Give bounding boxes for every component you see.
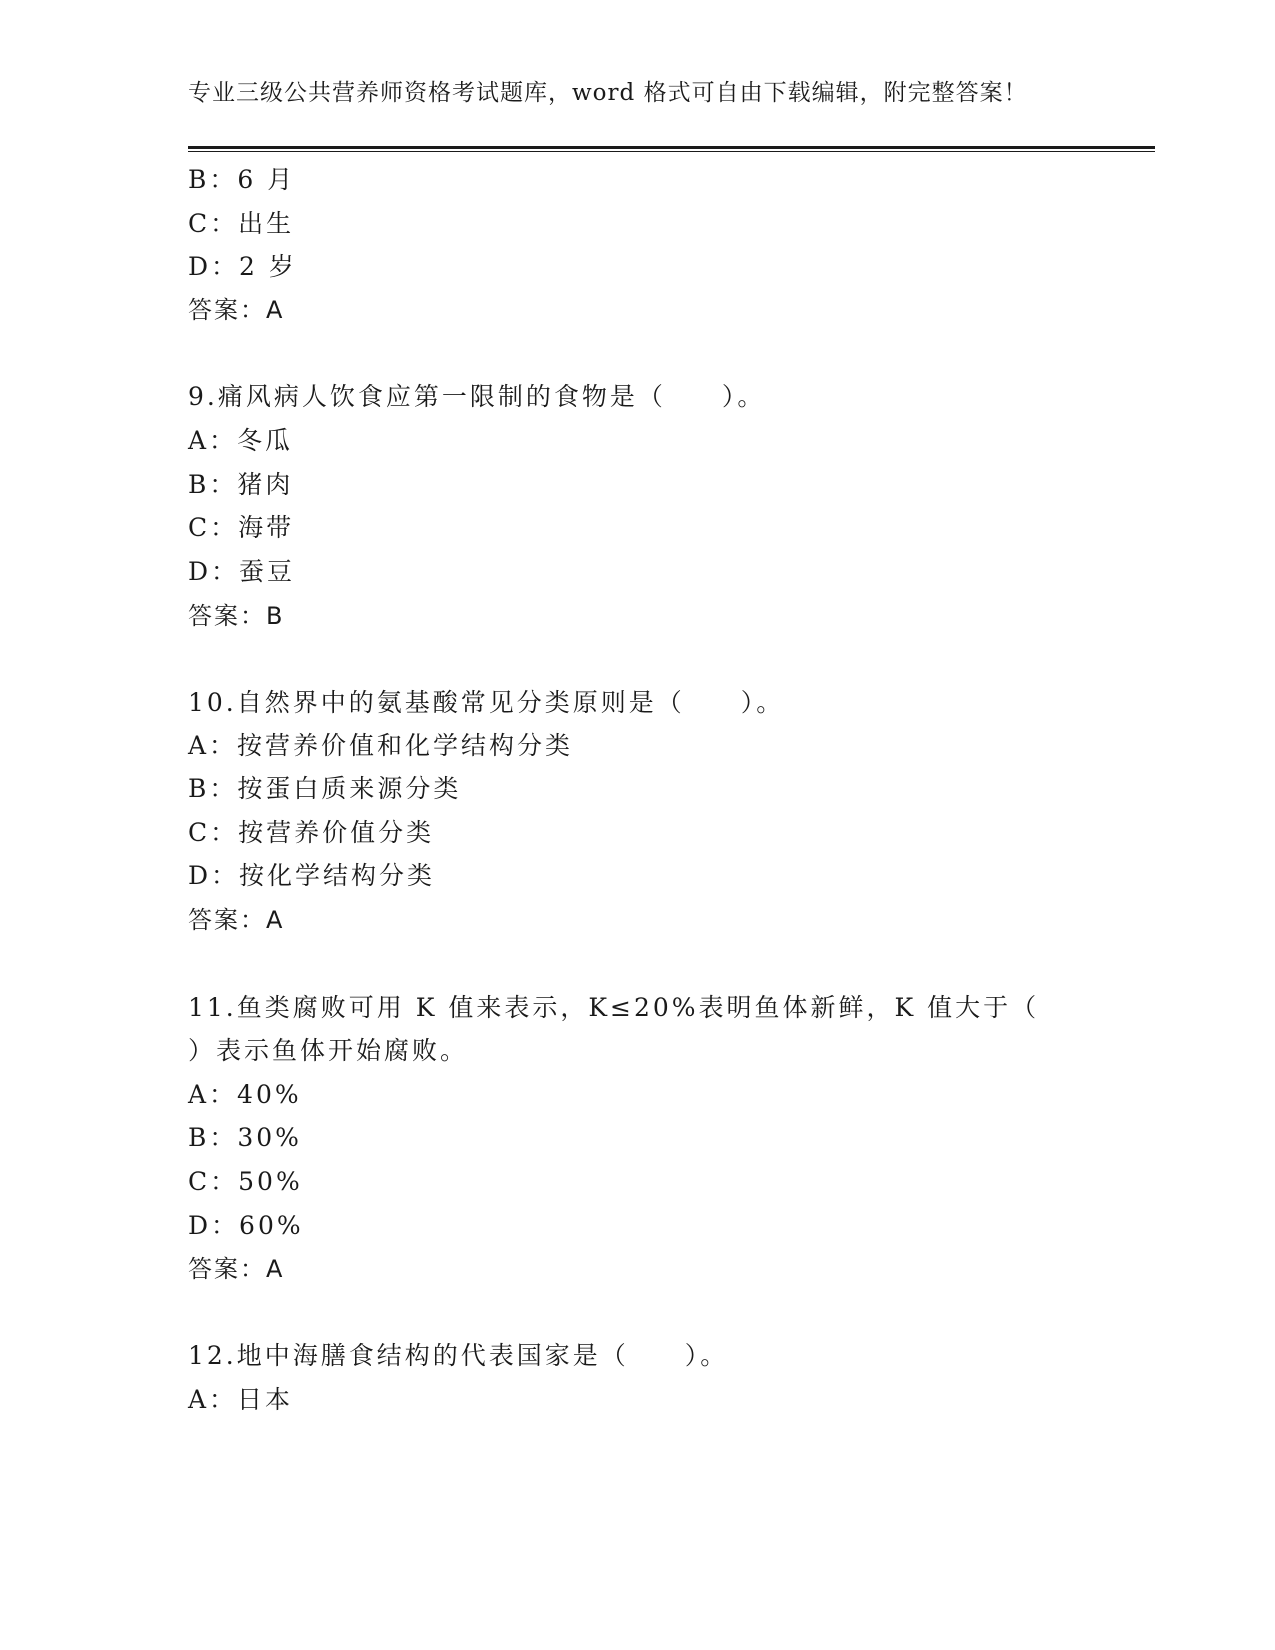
option-b: B：猪肉	[188, 470, 294, 499]
question-9: 9.痛风病人饮食应第一限制的食物是（ ）。	[188, 382, 766, 411]
question-12: 12.地中海膳食结构的代表国家是（ ）。	[188, 1341, 729, 1370]
answer: 答案：A	[188, 906, 285, 934]
option-c: C：海带	[188, 513, 295, 542]
option-b: B：6 月	[188, 165, 296, 194]
answer: 答案：A	[188, 296, 285, 324]
option-d: D：按化学结构分类	[188, 861, 436, 890]
option-c: C：出生	[188, 209, 295, 238]
option-d: D：60%	[188, 1211, 304, 1240]
option-b: B：30%	[188, 1123, 302, 1152]
question-10: 10.自然界中的氨基酸常见分类原则是（ ）。	[188, 688, 785, 717]
option-a: A：40%	[188, 1080, 302, 1109]
answer: 答案：A	[188, 1255, 285, 1283]
option-c: C：50%	[188, 1167, 303, 1196]
option-a: A：冬瓜	[188, 426, 294, 455]
option-b: B：按蛋白质来源分类	[188, 774, 462, 803]
answer: 答案：B	[188, 602, 285, 630]
question-11: 11.鱼类腐败可用 K 值来表示，K≤20%表明鱼体新鲜，K 值大于（	[188, 993, 1040, 1022]
page-header: 专业三级公共营养师资格考试题库，word 格式可自由下载编辑，附完整答案！	[188, 80, 1028, 106]
question-11-continued: ）表示鱼体开始腐败。	[188, 1036, 469, 1065]
header-rule-thin	[188, 151, 1155, 152]
option-c: C：按营养价值分类	[188, 818, 435, 847]
option-d: D：2 岁	[188, 252, 297, 281]
option-d: D：蚕豆	[188, 557, 296, 586]
option-a: A：按营养价值和化学结构分类	[188, 731, 574, 760]
option-a: A：日本	[188, 1385, 294, 1414]
header-rule	[188, 146, 1155, 149]
